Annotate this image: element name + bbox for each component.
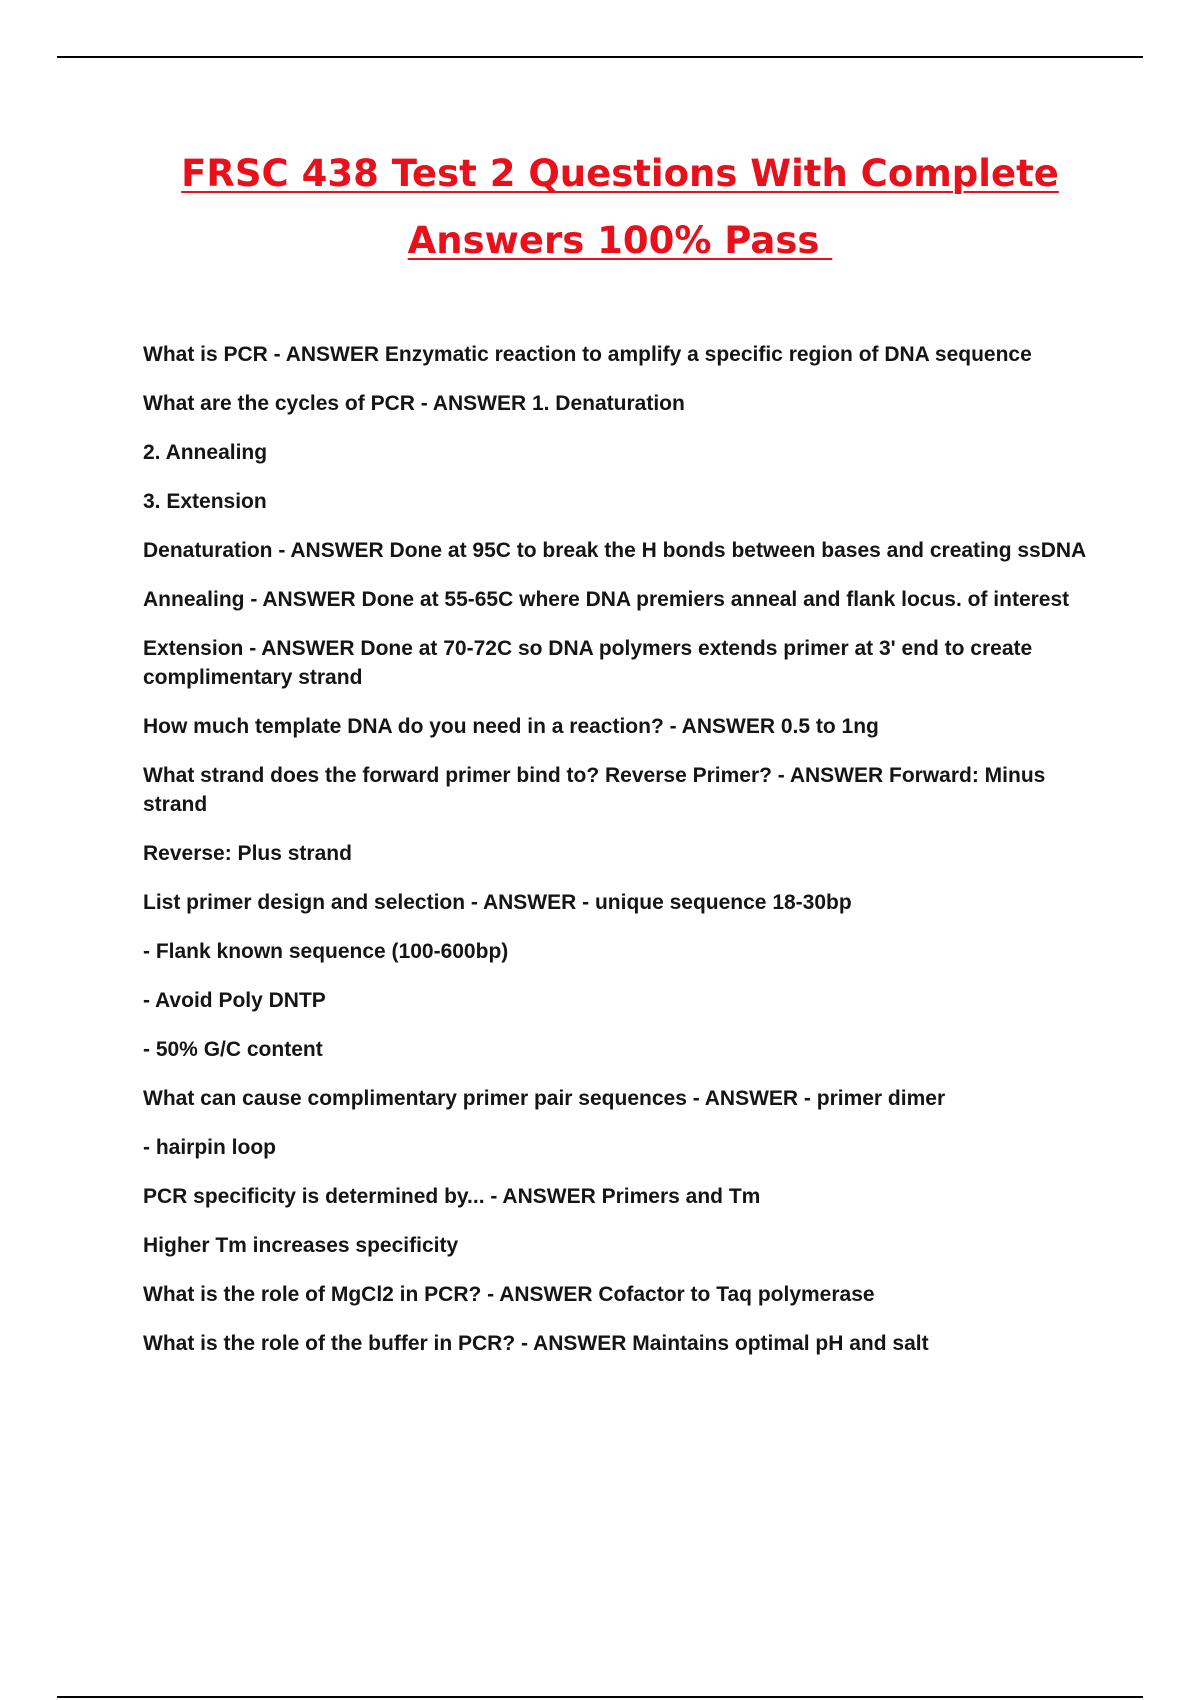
- qa-list: [143, 340, 1093, 1378]
- qa-paragraph: What are the cycles of PCR - ANSWER 1. Denaturation: [143, 392, 685, 415]
- qa-paragraph: How much template DNA do you need in a reaction? - ANSWER 0.5 to 1ng: [143, 715, 879, 738]
- qa-paragraph: What strand does the forward primer bind to? Reverse Primer? - ANSWER Forward: Minus strand: [143, 764, 1046, 816]
- qa-paragraph: - hairpin loop: [143, 1136, 276, 1159]
- qa-paragraph: 2. Annealing: [143, 441, 268, 464]
- qa-paragraph: Denaturation - ANSWER Done at 95C to break the H bonds between bases and creating ssDNA: [143, 539, 1087, 562]
- qa-paragraph: - Avoid Poly DNTP: [143, 989, 326, 1012]
- qa-paragraph: Extension - ANSWER Done at 70-72C so DNA polymers extends primer at 3' end to create complimentary strand: [143, 637, 1033, 689]
- title-line-1: FRSC 438 Test 2 Questions With Complete: [181, 152, 1059, 195]
- title-line-2: Answers 100% Pass: [407, 219, 833, 262]
- bottom-divider: [57, 1696, 1143, 1698]
- qa-paragraph: Annealing - ANSWER Done at 55-65C where DNA premiers anneal and flank locus. of interest: [143, 588, 1070, 611]
- qa-paragraph: What is the role of the buffer in PCR? - ANSWER Maintains optimal pH and salt: [143, 1332, 929, 1355]
- qa-paragraph: 3. Extension: [143, 490, 267, 513]
- top-divider: [57, 56, 1143, 58]
- qa-paragraph: Higher Tm increases specificity: [143, 1234, 459, 1257]
- qa-paragraph: - 50% G/C content: [143, 1038, 323, 1061]
- page-title: [100, 140, 1140, 274]
- qa-paragraph: What is PCR - ANSWER Enzymatic reaction to amplify a specific region of DNA sequence: [143, 343, 1032, 366]
- qa-paragraph: List primer design and selection - ANSWER - unique sequence 18-30bp: [143, 891, 852, 914]
- qa-paragraph: What is the role of MgCl2 in PCR? - ANSWER Cofactor to Taq polymerase: [143, 1283, 875, 1306]
- qa-paragraph: What can cause complimentary primer pair sequences - ANSWER - primer dimer: [143, 1087, 946, 1110]
- qa-paragraph: Reverse: Plus strand: [143, 842, 352, 865]
- qa-paragraph: PCR specificity is determined by... - ANSWER Primers and Tm: [143, 1185, 761, 1208]
- qa-paragraph: - Flank known sequence (100-600bp): [143, 940, 509, 963]
